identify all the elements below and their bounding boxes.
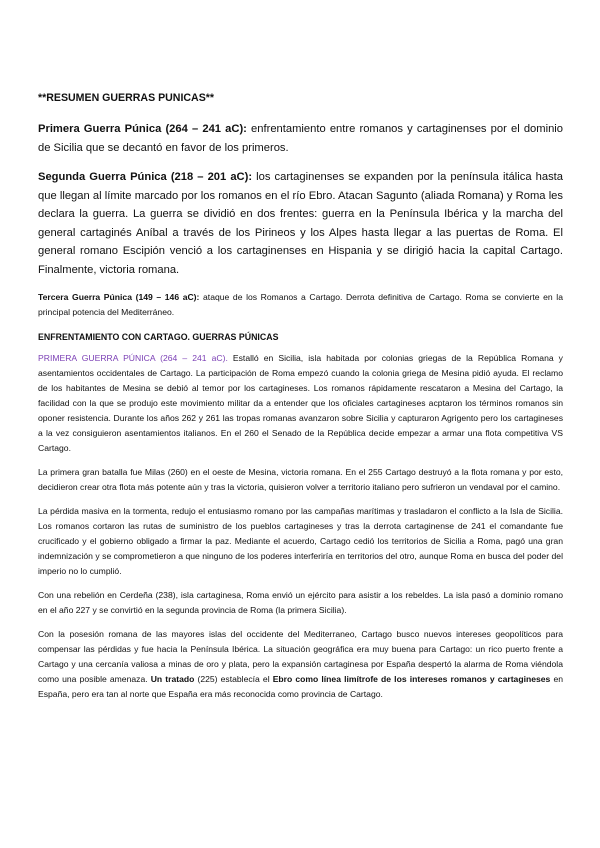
paragraph-5-bold-tratado: Un tratado [150,674,195,684]
segunda-guerra-text: los cartaginenses se expanden por la península itálica hasta que llegan al límite marcado por los romanos en el río Ebro. Atacan Sagunto (aliada Romana) y Roma les declara la guerra. La guerra se dividió en dos frentes: guerra en la Península Ibérica y la marcha del general cartaginés Aníbal a través de los Pirineos y los Alpes hasta llegar a las puertas de Roma. El general romano Escipión venció a los cartaginenses en Hispania y se dirigió hacia la capital Cartago. Finalmente, victoria romana. [38,171,563,276]
segunda-guerra-summary [38,168,563,279]
document-page [38,92,563,702]
paragraph-5-text-after: en España, pero era tan al norte que España era más reconocida como provincia de Cartago. [38,674,563,699]
primera-guerra-summary [38,120,563,157]
primera-guerra-text: enfrentamiento entre romanos y cartaginenses por el dominio de Sicilia que se decantó en favor de los primeros. [38,123,563,154]
section-heading: ENFRENTAMIENTO CON CARTAGO. GUERRAS PÚNICAS [38,332,279,342]
paragraph-primera-guerra [38,351,563,456]
paragraph-5-bold-ebro: Ebro como línea limítrofe de los intereses romanos y cartagineses [272,674,551,684]
primera-guerra-heading: Primera Guerra Púnica (264 – 241 aC): [38,123,247,135]
paragraph-cerdena: Con una rebelión en Cerdeña (238), isla cartaginesa, Roma envió un ejército para asistir a los rebeldes. La isla pasó a dominio romano en el año 227 y se convirtió en la segunda provincia de Roma (la primera Sicilia). [38,590,563,615]
tercera-guerra-summary [38,290,563,320]
tercera-guerra-text: ataque de los Romanos a Cartago. Derrota definitiva de Cartago. Roma se convierte en la principal potencia del Mediterráneo. [38,292,563,317]
tercera-guerra-heading: Tercera Guerra Púnica (149 – 146 aC): [38,292,200,302]
paragraph-tormenta: La pérdida masiva en la tormenta, redujo el entusiasmo romano por las campañas marítimas y trasladaron el conflicto a la Isla de Sicilia. Los romanos cortaron las rutas de suministro de los pueblos cartagineses y tras la derrota cartaginense de 241 el comandante fue crucificado y el gobierno obligado a firmar la paz. Mediante el acuerdo, Cartago cedió los territorios de Sicilia a Roma, pagó una gran indemnización y se comprometieron a que ninguno de los poderes interferiría en territorios del otro, aunque Roma en busca del poder del imperio no lo cumplió. [38,506,563,576]
paragraph-peninsula-iberica [38,627,563,702]
paragraph-5-text-middle: (225) establecía el [194,674,273,684]
paragraph-1-text: Estalló en Sicilia, isla habitada por colonias griegas de la República Romana y asentamientos occidentales de Cartago. La participación de Roma empezó cuando la colonia griega de Mesina pidió ayuda. El reclamo de los habitantes de Mesina se debió al temor por los cartagineses. Los romanos rápidamente rescataron a Mesina del Cartago, la facilidad con la que se produjo este movimiento militar da a entender que los oficiales cartagineses acptaron los términos romanos sin oponer resistencia. Durante los años 262 y 261 las tropas romanas avanzaron sobre Sicilia y capturaron Agrigento pero los cartagineses a la vez consiguieron asentamientos italianos. En el 260 el Senado de la República decide empezar a armar una flota competitiva VS Cartago. [38,353,563,453]
paragraph-5-text-before: Con la posesión romana de las mayores islas del occidente del Mediterraneo, Cartago busco nuevos intereses geopolíticos para compensar las pérdidas y fue hacia la Península Ibérica. La situación geográfica era muy buena para Cartago: un rico puerto frente a Cartago y una cercanía valiosa a minas de oro y plata, pero la expansión cartaginesa por España despertó la alarma de Roma viéndola como una posible amenaza. [38,629,563,684]
paragraph-milas: La primera gran batalla fue Milas (260) en el oeste de Mesina, victoria romana. En el 255 Cartago destruyó a la flota romana y por esto, decidieron crear otra flota más potente aún y tras la victoria, quisieron volver a territorio italiano pero sufrieron un vendaval por el camino. [38,467,563,492]
primera-guerra-highlight: PRIMERA GUERRA PÚNICA (264 – 241 aC). [38,353,228,363]
document-title: **RESUMEN GUERRAS PUNICAS** [38,92,215,104]
segunda-guerra-heading: Segunda Guerra Púnica (218 – 201 aC): [38,171,253,183]
